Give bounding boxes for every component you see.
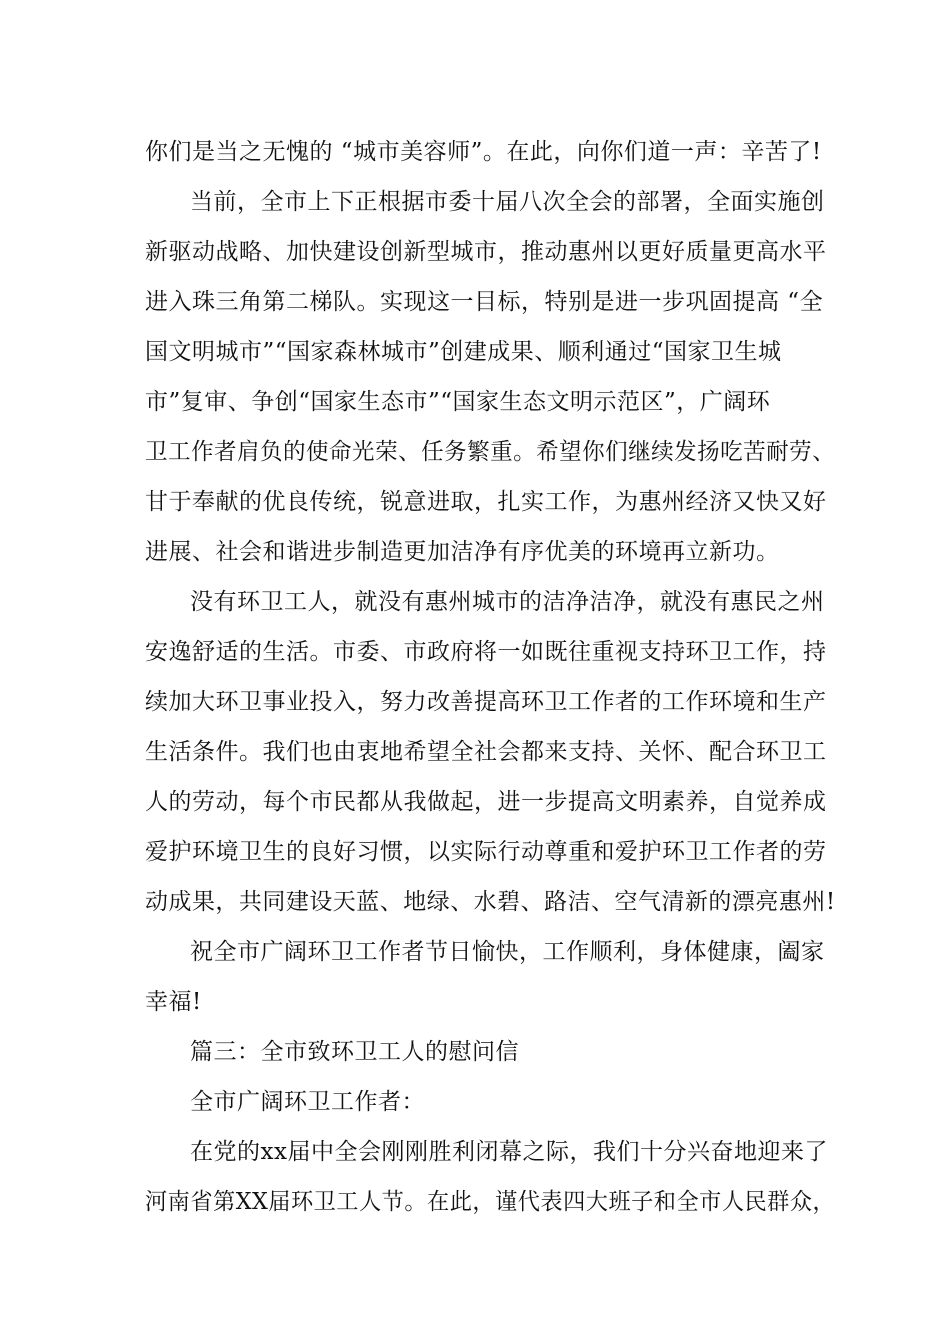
text-line: 你们是当之无愧的 “城市美容师”。在此，向你们道一声：辛苦了! — [145, 139, 822, 165]
section-heading: 篇三：全市致环卫工人的慰问信 — [190, 1039, 519, 1065]
text-line: 市”复审、争创“国家生态市”“国家生态文明示范区”，广阔环 — [145, 389, 771, 415]
text-line: 甘于奉献的优良传统，锐意进取，扎实工作，为惠州经济又快又好 — [145, 489, 827, 515]
text-line: 续加大环卫事业投入，努力改善提高环卫工作者的工作环境和生产 — [145, 689, 827, 715]
text-line: 生活条件。我们也由衷地希望全社会都来支持、关怀、配合环卫工 — [145, 739, 827, 765]
text-line: 进入珠三角第二梯队。实现这一目标，特别是进一步巩固提高 “全 — [145, 289, 824, 315]
text-line: 幸福! — [145, 989, 202, 1015]
text-line: 新驱动战略、加快建设创新型城市，推动惠州以更好质量更高水平 — [145, 239, 827, 265]
salutation: 全市广阔环卫工作者： — [190, 1089, 425, 1115]
text-line: 祝全市广阔环卫工作者节日愉快，工作顺利，身体健康，阖家 — [190, 939, 825, 965]
text-line: 在党的xx届中全会刚刚胜利闭幕之际，我们十分兴奋地迎来了 — [190, 1139, 828, 1165]
text-line: 河南省第XX届环卫工人节。在此，谨代表四大班子和全市人民群众， — [145, 1189, 836, 1215]
text-line: 进展、社会和谐进步制造更加洁净有序优美的环境再立新功。 — [145, 539, 780, 565]
text-line: 人的劳动，每个市民都从我做起，进一步提高文明素养，自觉养成 — [145, 789, 827, 815]
text-line: 国文明城市”“国家森林城市”创建成果、顺利通过“国家卫生城 — [145, 339, 782, 365]
text-line: 安逸舒适的生活。市委、市政府将一如既往重视支持环卫工作，持 — [145, 639, 827, 665]
text-line: 没有环卫工人，就没有惠州城市的洁净洁净，就没有惠民之州 — [190, 589, 825, 615]
text-line: 当前，全市上下正根据市委十届八次全会的部署，全面实施创 — [190, 189, 825, 215]
text-line: 爱护环境卫生的良好习惯，以实际行动尊重和爱护环卫工作者的劳 — [145, 839, 827, 865]
text-line: 动成果，共同建设天蓝、地绿、水碧、路洁、空气清新的漂亮惠州! — [145, 889, 836, 915]
text-line: 卫工作者肩负的使命光荣、任务繁重。希望你们继续发扬吃苦耐劳、 — [145, 439, 836, 465]
